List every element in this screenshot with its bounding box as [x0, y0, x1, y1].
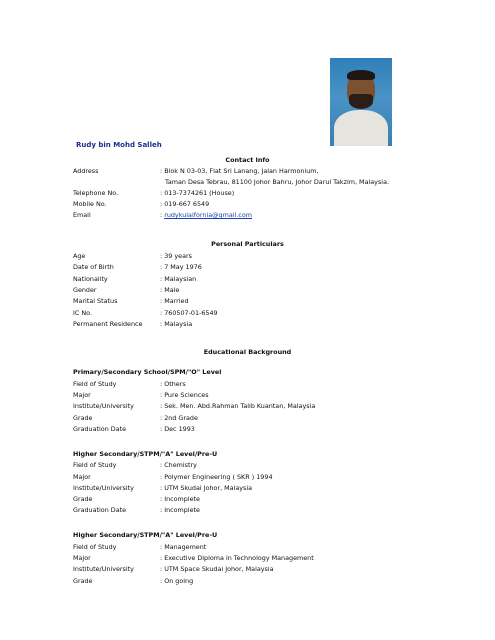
field-value: : Chemistry — [160, 461, 197, 469]
field-label: Marital Status — [73, 297, 118, 306]
field-label: Graduation Date — [73, 506, 127, 515]
address-label: Address — [73, 167, 99, 175]
field-label: Major — [73, 472, 91, 481]
field-label: Graduation Date — [73, 424, 127, 433]
field-value: : Married — [160, 297, 189, 305]
contact-heading: Contact Info — [225, 156, 270, 164]
mobile-label: Mobile No. — [73, 200, 107, 208]
field-label: Age — [73, 252, 86, 260]
field-value: : 39 years — [160, 252, 192, 260]
telephone-value: : 013-7374261 (House) — [160, 189, 234, 197]
email-label: Email — [73, 211, 91, 219]
field-value: : Incomplete — [160, 495, 200, 503]
field-label: Date of Birth — [73, 263, 114, 272]
field-value: : Polymer Engineering ( SKR ) 1994 — [160, 473, 273, 481]
field-value: : UTM Skudai Johor, Malaysia — [160, 484, 252, 492]
field-label: Grade — [73, 495, 93, 504]
field-value: : On going — [160, 577, 193, 585]
field-label: Permanent Residence — [73, 319, 143, 328]
address-value: : Blok N 03-03, Flat Sri Lanang, Jalan Harmonium, — [160, 167, 319, 175]
field-value: : Pure Sciences — [160, 391, 209, 399]
field-label: Grade — [73, 413, 93, 422]
field-label: Grade — [73, 576, 93, 585]
field-value: : 760507-01-6549 — [160, 309, 218, 317]
field-value: : Malaysian — [160, 275, 196, 283]
field-label: Major — [73, 554, 91, 563]
field-label: Nationality — [73, 274, 108, 283]
education-section-title: Primary/Secondary School/SPM/"O" Level — [73, 368, 222, 376]
mobile-value: : 019-667 6549 — [160, 200, 209, 208]
field-label: Institute/University — [73, 402, 134, 411]
education-heading: Educational Background — [203, 348, 292, 356]
field-label: Field of Study — [73, 542, 117, 551]
education-section-title: Higher Secondary/STPM/"A" Level/Pre-U — [73, 531, 218, 540]
field-label: Gender — [73, 285, 97, 294]
field-label: Field of Study — [73, 461, 117, 470]
telephone-label: Telephone No. — [73, 189, 119, 197]
field-label: Field of Study — [73, 379, 117, 388]
field-value: : 7 May 1976 — [160, 263, 202, 271]
field-label: IC No. — [73, 308, 92, 317]
field-value: : Dec 1993 — [160, 425, 195, 433]
candidate-name: Rudy bin Mohd Salleh — [76, 141, 162, 149]
personal-heading: Personal Particulars — [211, 240, 284, 248]
profile-photo — [330, 58, 392, 146]
field-value: : Sek. Men. Abd.Rahman Talib Kuantan, Malaysia — [160, 402, 315, 410]
field-label: Institute/University — [73, 483, 134, 492]
field-label: Major — [73, 390, 91, 399]
field-value: : 2nd Grade — [160, 414, 198, 422]
field-value: : Malaysia — [160, 320, 192, 328]
field-value: : Others — [160, 380, 186, 388]
email-link[interactable]: rudykulaifornia@gmail.com — [164, 211, 252, 219]
field-value: : Male — [160, 286, 179, 294]
field-value: : UTM Space Skudai Johor, Malaysia — [160, 565, 274, 573]
field-value: : Incomplete — [160, 506, 200, 514]
field-value: : Executive Diploma in Technology Management — [160, 554, 314, 562]
field-value: : Management — [160, 543, 206, 551]
field-label: Institute/University — [73, 565, 134, 574]
address-line-2: Taman Desa Tebrau, 81100 Johor Bahru, Johor Darul Takzim, Malaysia. — [165, 178, 390, 186]
education-section-title: Higher Secondary/STPM/"A" Level/Pre-U — [73, 449, 218, 458]
